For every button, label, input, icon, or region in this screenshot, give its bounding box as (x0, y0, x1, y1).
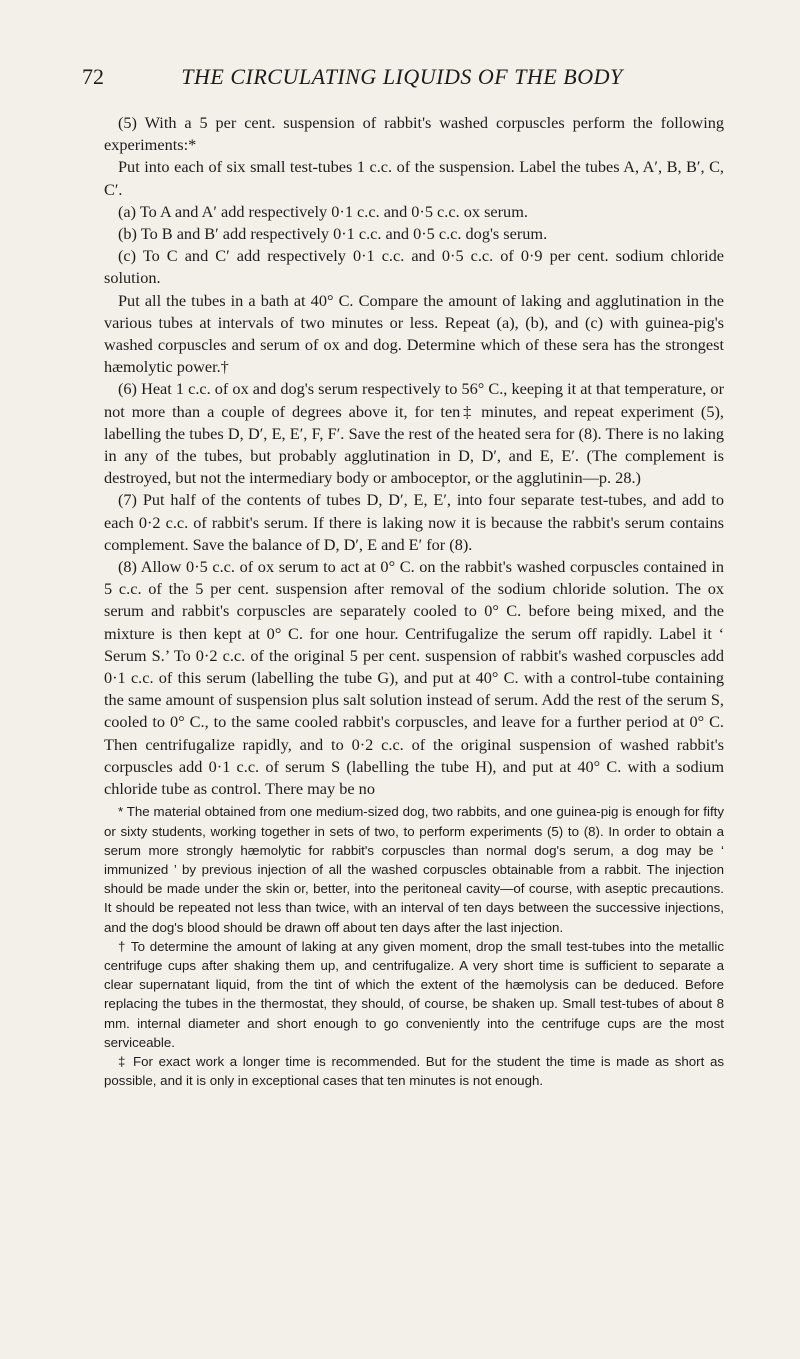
paragraph-step-b: (b) To B and B′ add respectively 0·1 c.c. and 0·5 c.c. dog's serum. (118, 224, 548, 244)
running-title: THE CIRCULATING LIQUIDS OF THE BODY (181, 64, 623, 89)
paragraph-step-c: (c) To C and C′ add respectively 0·1 c.c. and 0·5 c.c. of 0·9 per cent. sodium chloride solution. (104, 246, 724, 288)
paragraph-experiment-7: (7) Put half of the contents of tubes D, D′, E, E′, into four separate test-tubes, and add to each 0·2 c.c. of rabbit's serum. If there is laking now it is because the rabbit's serum contains complement. Save the balance of D, D′, E and E′ for (8). (104, 490, 724, 554)
paragraph-experiment-6: (6) Heat 1 c.c. of ox and dog's serum respectively to 56° C., keeping it at that temperature, or not more than a couple of degrees above it, for ten‡ minutes, and repeat experiment (5), labelling the tubes D, D′, E, E′, F, F′. Save the rest of the heated sera for (8). There is no laking in any of the tubes, but probably agglutination in D, D′, and E, E′. (The complement is destroyed, but not the intermediary body or amboceptor, or the agglutinin—p. 28.) (104, 379, 724, 488)
paragraph-experiment-8: (8) Allow 0·5 c.c. of ox serum to act at 0° C. on the rabbit's washed corpuscles contained in 5 c.c. of the 5 per cent. suspension after removal of the sodium chloride solution. The ox serum and rabbit's corpuscles are separately cooled to 0° C. before being mixed, and the mixture is then kept at 0° C. for one hour. Centrifugalize the serum off rapidly. Label it ‘ Serum S.’ To 0·2 c.c. of the original 5 per cent. suspension of rabbit's washed corpuscles add 0·1 c.c. of this serum (labelling the tube G), and put at 40° C. with a control-tube containing the same amount of suspension plus salt solution instead of serum. Add the rest of the serum S, cooled to 0° C., to the same cooled rabbit's corpuscles, and leave for a further period at 0° C. Then centrifugalize rapidly, and to 0·2 c.c. of the original suspension of washed rabbit's corpuscles add 0·1 c.c. of serum S (labelling the tube H), and put at 40° C. with a sodium chloride tube as control. There may be no (104, 557, 724, 799)
footnotes (104, 802, 724, 1090)
footnote-asterisk: * The material obtained from one medium-sized dog, two rabbits, and one guinea-pig is enough for fifty or sixty students, working together in sets of two, to perform experiments (5) to (8). In order to obtain a serum more strongly hæmolytic for rabbit's corpuscles than normal dog's serum, a dog may be ‘ immunized ’ by previous injection of all the washed corpuscles obtainable from a rabbit. The injection should be made under the skin or, better, into the peritoneal cavity—of course, with aseptic precautions. It should be repeated not less than twice, with an interval of ten days between the successive injections, and the dog's blood should be drawn off about ten days after the last injection. (104, 804, 724, 935)
paragraph-setup: Put into each of six small test-tubes 1 c.c. of the suspension. Label the tubes A, A′, B, B′, C, C′. (104, 157, 724, 199)
footnote-double-dagger: ‡ For exact work a longer time is recommended. But for the student the time is made as short as possible, and it is only in exceptional cases that ten minutes is not enough. (104, 1053, 724, 1089)
paragraph-step-a: (a) To A and A′ add respectively 0·1 c.c. and 0·5 c.c. ox serum. (118, 201, 528, 221)
footnote-dagger: † To determine the amount of laking at any given moment, drop the small test-tubes into the metallic centrifuge cups after shaking them up, and centrifugalize. A very short time is sufficient to separate a clear supernatant liquid, from the tint of which the extent of the hæmolysis can be deduced. Before replacing the tubes in the thermostat, they should, of course, be shaken up. Small test-tubes of about 8 mm. internal diameter and short enough to go conveniently into the centrifuge cups are the most serviceable. (104, 938, 724, 1050)
main-text (104, 112, 724, 1090)
paragraph-experiment-5: (5) With a 5 per cent. suspension of rabbit's washed corpuscles perform the following experiments:* (104, 113, 724, 155)
paragraph-bath: Put all the tubes in a bath at 40° C. Compare the amount of laking and agglutination in the various tubes at intervals of two minutes or less. Repeat (a), (b), and (c) with guinea-pig's washed corpuscles and serum of ox and dog. Determine which of these sera has the strongest hæmolytic power.† (104, 290, 724, 377)
page-number: 72 (82, 64, 104, 89)
page-header (82, 64, 722, 92)
